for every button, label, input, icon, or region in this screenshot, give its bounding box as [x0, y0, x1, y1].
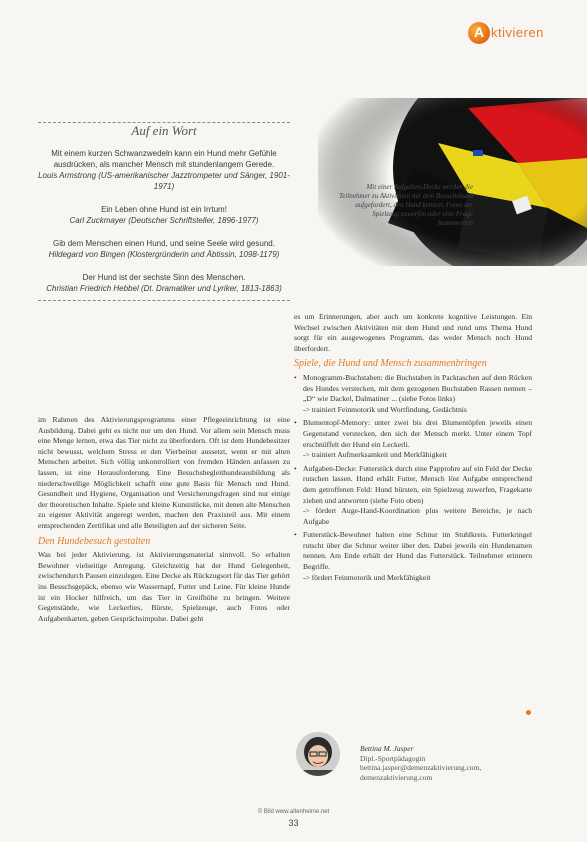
quote-item	[38, 204, 290, 226]
author-name: Bettina M. Jasper	[360, 744, 414, 753]
list-item-text: Blumentopf-Memory: unter zwei bis drei Blumentöpfen jeweils einen Gegenstand verstecken, den sich der Mensch merkt. Unter einem Topf erschnüffelt der Hund ein Leckerli.	[303, 418, 532, 449]
quote-author: Christian Friedrich Hebbel (Dt. Dramatiker und Lyriker, 1813-1863)	[46, 284, 282, 293]
quote-text: Ein Leben ohne Hund ist ein Irrtum!	[101, 205, 227, 214]
quote-box	[38, 122, 290, 301]
right-column	[294, 312, 532, 586]
photo-caption: Mit einer Aufgaben-Decke werden die Teilnehmer zu Aktivitäten mit dem Besuchshund aufgefordert, den Hund kennen, Fotos der Spielzeug zuwerfen oder eine Frage beantworten	[339, 183, 473, 227]
author-portrait-icon	[296, 732, 340, 776]
quote-text: Mit einem kurzen Schwanzwedeln kann ein Hund mehr Gefühle ausdrücken, als mancher Mensch mit stundenlangem Gerede.	[51, 149, 277, 169]
quote-author: Hildegard von Bingen (Klostergründerin und Äbtissin, 1098-1179)	[48, 250, 280, 259]
author-avatar	[296, 732, 340, 776]
footer-url: © Bild www.altenheime.net	[257, 809, 330, 815]
quote-text: Gib dem Menschen einen Hund, und seine Seele wird gesund.	[53, 239, 275, 248]
quote-item	[38, 148, 290, 192]
badge-text: ktivieren	[491, 25, 544, 40]
list-item-result: -> fördert Feinmotorik und Merkfähigkeit	[303, 572, 431, 582]
quote-item	[38, 238, 290, 260]
author-info	[360, 744, 481, 782]
list-item-result: -> trainiert Feinmotorik und Wortfindung, Gedächtnis	[303, 404, 467, 414]
left-paragraph-1: im Rahmen des Aktivierungsprogramms einer Pflegeeinrichtung ist eine Ausbildung. Dabei geht es nicht nur um den Hund. Vor allem sein Mensch muss eine Menge lernen, etwa das Tier nicht zu überfordern. Oft ist dem Hundebesitzer nicht bewusst, welchem Stress er den Vierbeiner aussetzt, wenn er mit alten Menschen arbeitet. Sich völlig unkontrolliert von fremden Händen anfassen zu lassen, ist eine Herausforderung. Eine Besuchsbegleithundeausbildung als niederschwellige Möglichkeit schafft eine gute Basis für Mensch und Hund. Gesundheit und Hygiene, Organisation und Versicherungsfragen sind nur einige der theoretischen Inhalte. Spiele und kleine Kunststücke, mit denen alte Menschen zu eigener Aktivität angeregt werden, machen den Praxisteil aus. Mit einem entsprechenden Zertifikat und alle Beteiligten auf der sicheren Seite.	[38, 415, 290, 530]
section-heading-hundebesuch: Den Hundebesuch gestalten	[38, 535, 151, 547]
list-item	[294, 530, 532, 583]
list-item-text: Monogramm-Buchstaben: die Buchstaben in Packtaschen auf dem Rücken des Hundes verstecken, mit dem gezogenen Buchstaben Rassen nennen – „D“ wie Dackel, Dalmatiner ... (siehe Fotos links)	[303, 372, 532, 404]
page-number: 33	[288, 818, 299, 828]
games-list	[294, 373, 532, 583]
quote-box-title: Auf ein Wort	[131, 123, 197, 138]
section-badge	[468, 22, 587, 44]
left-paragraph-2: Was bei jeder Aktivierung, ist Aktivierungsmaterial sinnvoll. So erhalten Bewohner vielseitige Anregung. Gleichzeitig hat der Hund Gelegenheit, zwischendurch Pausen einzulegen. Eine Decke als Rückzugsort für das Tier gehört ins Besuchsgepäck, ebenso wie Wassernapf, Futter und Leine. Für kleine Hunde ist ein Hocker hilfreich, um das Tier in Greifhöhe zu bringen. Weitere Gegenstände, wie Leckerlies, Bürste, Spielzeuge, auch Fotos oder Aufgabenkarten, geben Gesprächsimpulse. Dabei geht	[38, 550, 290, 623]
author-website: demenzaktivierung.com	[360, 772, 433, 782]
left-column	[38, 415, 290, 624]
list-item-text: Aufgaben-Decke: Futterstück durch eine Papprohre auf ein Feld der Decke rutschen lassen. Hund erhält Futter, Mensch löst Aufgabe entsprechend dem getroffenen Feld: Hund bürsten, ein Spielzeug zuwerfen, Fragekarte ziehen und antworten (siehe Foto oben)	[303, 463, 532, 505]
list-item-result: -> fördert Auge-Hand-Koordination plus weitere Bereiche, je nach Aufgabe	[303, 506, 532, 526]
quote-text: Der Hund ist der sechste Sinn des Menschen.	[82, 273, 246, 282]
quote-box-bottom-rule	[38, 300, 290, 301]
author-title: Dipl.-Sportpädagogin	[360, 753, 426, 763]
list-item	[294, 464, 532, 528]
list-item-text: Futterstück-Bewohner halten eine Schnur im Stuhlkreis. Futterkringel rutscht über die Schnur weiter über den. Dabei jeweils ein Hundenamen nennen. Am Ende erhält der Hund das Futterstück. Teilnehmer erinnern Begriffe.	[303, 530, 532, 572]
activity-blanket-photo	[318, 98, 587, 266]
section-heading-spiele: Spiele, die Hund und Mensch zusammenbringen	[294, 358, 487, 370]
quote-author: Carl Zuckmayer (Deutscher Schriftsteller, 1896-1977)	[69, 216, 259, 225]
list-item	[294, 418, 532, 460]
badge-letter: A	[474, 24, 485, 40]
quote-item	[38, 272, 290, 294]
author-email: bettina.jasper@demenzaktivierung.com,	[360, 763, 482, 772]
list-item-result: -> trainiert Aufmerksamkeit und Merkfähigkeit	[303, 450, 447, 460]
list-item	[294, 373, 532, 415]
quote-author: Louis Armstrong (US-amerikanischer Jazztrompeter und Sänger, 1901-1971)	[38, 171, 290, 191]
blanket-illustration	[318, 98, 587, 266]
right-paragraph-1: es um Erinnerungen, aber auch um konkrete kognitive Leistungen. Ein Wechsel zwischen Aktivitäten mit dem Hund und rund ums Thema Hund sorgt für ein ausgewogenes Programm, das weder Mensch noch Hund überfordert.	[294, 312, 532, 353]
end-of-article-dot-icon	[526, 710, 531, 715]
